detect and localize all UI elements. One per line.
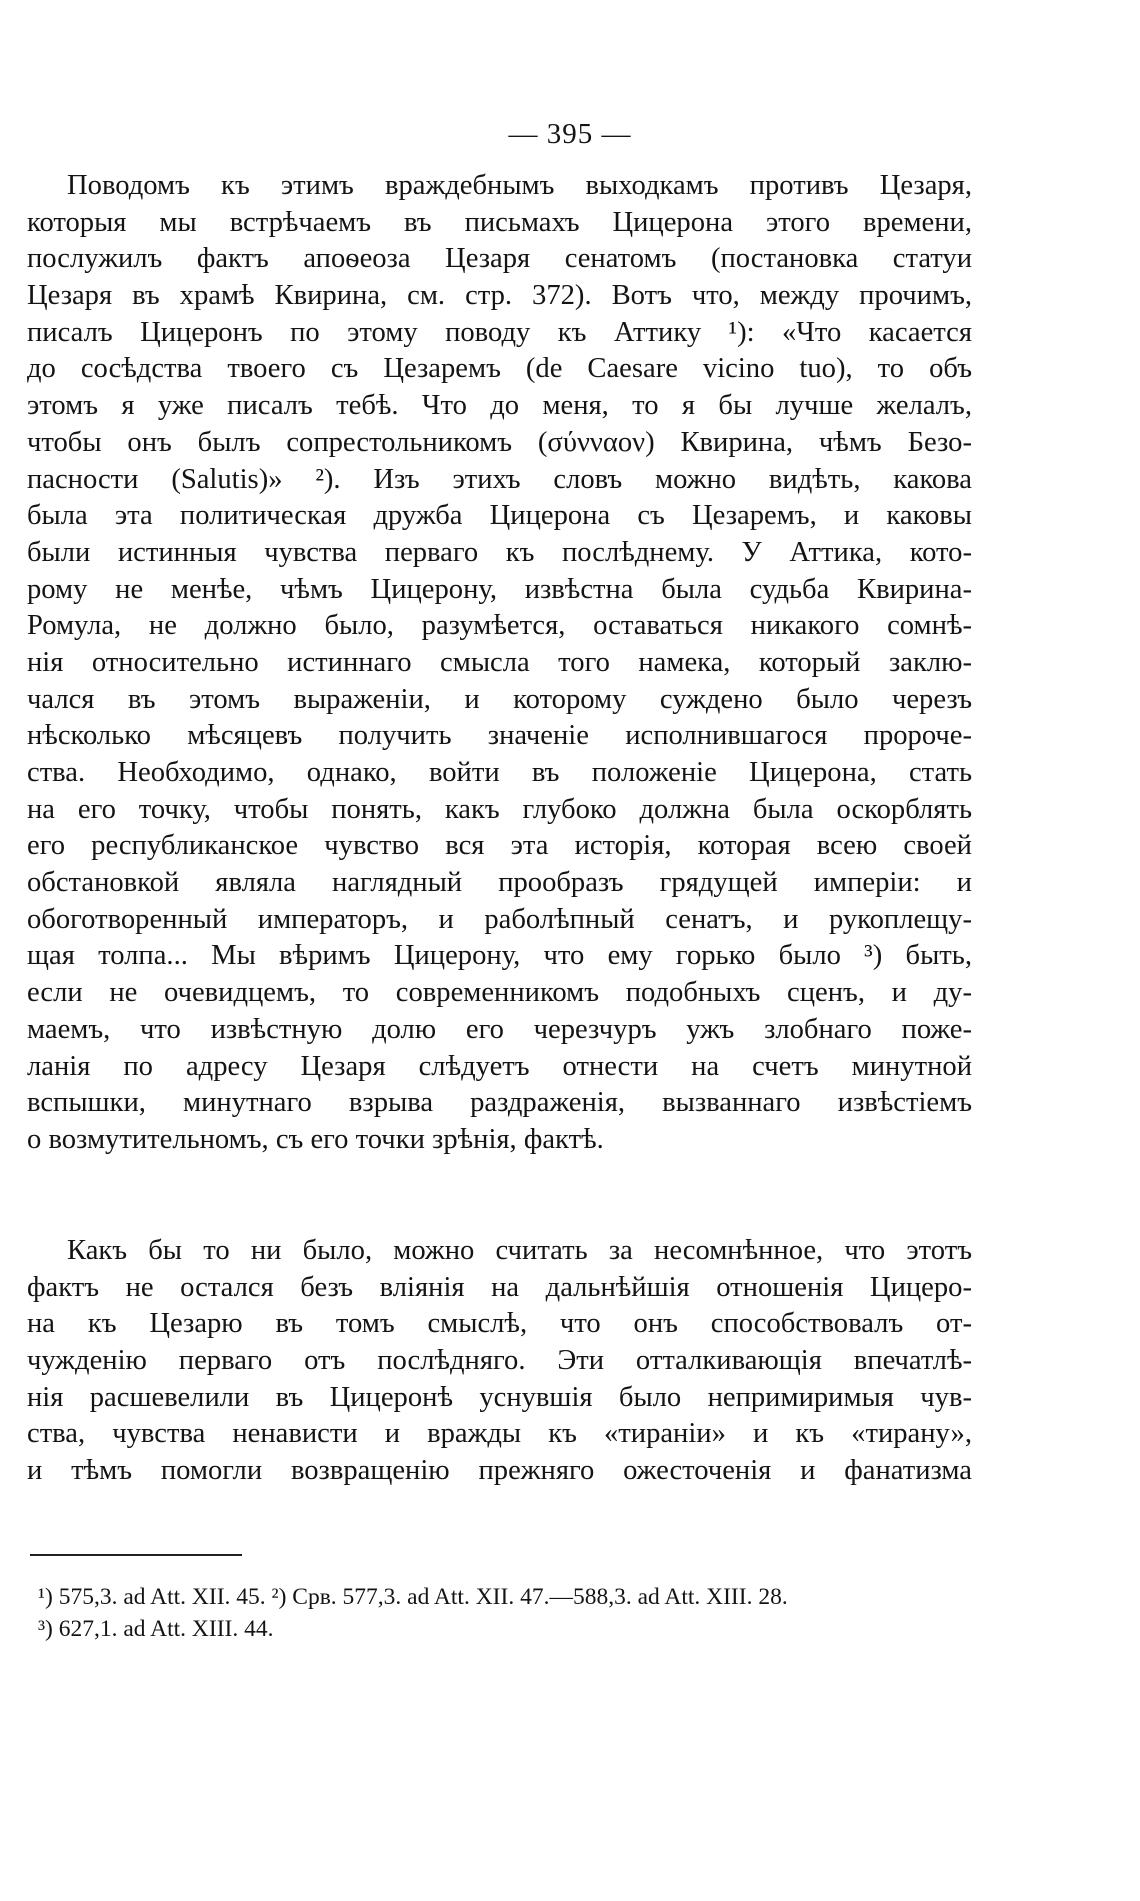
text-line: послужилъ фактъ апоѳеоза Цезаря сенатомъ (постановка статуи	[27, 243, 972, 275]
text-line: рому не менѣе, чѣмъ Цицерону, извѣстна была судьба Квирина-	[27, 573, 972, 605]
text-line: обоготворенный императоръ, и раболѣпный сенатъ, и рукоплещу-	[27, 903, 972, 935]
footnote-divider	[30, 1554, 242, 1556]
text-line: если не очевидцемъ, то современникомъ подобныхъ сценъ, и ду-	[27, 977, 972, 1009]
text-line: была эта политическая дружба Цицерона съ Цезаремъ, и каковы	[27, 500, 972, 532]
text-line: писалъ Цицеронъ по этому поводу къ Аттику ¹): «Что касается	[27, 316, 972, 348]
text-line: нѣсколько мѣсяцевъ получить значеніе исполнившагося пророче-	[27, 720, 972, 752]
text-line: до сосѣдства твоего съ Цезаремъ (de Caesare vicino tuo), то объ	[27, 353, 972, 385]
footnote-line: ¹) 575,3. ad Att. XII. 45. ²) Срв. 577,3. ad Att. XII. 47.—588,3. ad Att. XIII. 28.	[38, 1584, 788, 1610]
text-line: вспышки, минутнаго взрыва раздраженія, вызваннаго извѣстіемъ	[27, 1087, 972, 1119]
text-line: Цезаря въ храмѣ Квирина, см. стр. 372). Вотъ что, между прочимъ,	[27, 280, 972, 312]
footnote-line: ³) 627,1. ad Att. XIII. 44.	[38, 1616, 274, 1642]
text-line: ства, чувства ненависти и вражды къ «тираніи» и къ «тирану»,	[27, 1418, 972, 1450]
paragraph-2	[27, 1233, 972, 1490]
text-line: нія относительно истиннаго смысла того намека, который заклю-	[27, 646, 972, 678]
text-line: и тѣмъ помогли возвращенію прежняго ожесточенія и фанатизма	[27, 1455, 972, 1487]
text-line: этомъ я уже писалъ тебѣ. Что до меня, то я бы лучше желалъ,	[27, 390, 972, 422]
text-line: были истинныя чувства перваго къ послѣднему. У Аттика, кото-	[27, 536, 972, 568]
text-line: которыя мы встрѣчаемъ въ письмахъ Цицерона этого времени,	[27, 206, 972, 238]
text-line: обстановкой являла наглядный прообразъ грядущей имперіи: и	[27, 867, 972, 899]
text-line: Поводомъ къ этимъ враждебнымъ выходкамъ противъ Цезаря,	[67, 170, 972, 201]
text-line: маемъ, что извѣстную долю его черезчуръ ужъ злобнаго поже-	[27, 1013, 972, 1045]
text-line: Ромула, не должно было, разумѣется, оставаться никакого сомнѣ-	[27, 610, 972, 642]
text-line: Какъ бы то ни было, можно считать за несомнѣнное, что этотъ	[67, 1235, 972, 1266]
text-line: его республиканское чувство вся эта исторія, которая всею своей	[27, 830, 972, 862]
text-line: чался въ этомъ выраженіи, и которому суждено было черезъ	[27, 683, 972, 715]
text-line: чтобы онъ былъ сопрестольникомъ (σύνναον) Квирина, чѣмъ Безо-	[27, 426, 972, 458]
text-line: на его точку, чтобы понять, какъ глубоко должна была оскорблять	[27, 793, 972, 825]
text-line: чужденію перваго отъ послѣдняго. Эти отталкивающія впечатлѣ-	[27, 1345, 972, 1377]
text-line: на къ Цезарю въ томъ смыслѣ, что онъ способствовалъ от-	[27, 1308, 972, 1340]
text-line: щая толпа... Мы вѣримъ Цицерону, что ему горько было ³) быть,	[27, 940, 972, 972]
page-number: — 395 —	[508, 118, 632, 150]
text-line: о возмутительномъ, съ его точки зрѣнія, фактѣ.	[27, 1123, 604, 1155]
text-line: фактъ не остался безъ вліянія на дальнѣйшія отношенія Цицеро-	[27, 1271, 972, 1303]
text-line: ства. Необходимо, однако, войти въ положеніе Цицерона, стать	[27, 757, 972, 788]
footnotes	[38, 1581, 978, 1645]
text-line: нія расшевелили въ Цицеронѣ уснувшія было непримиримыя чув-	[27, 1381, 972, 1413]
text-line: пасности (Salutis)» ²). Изъ этихъ словъ можно видѣть, какова	[27, 463, 972, 495]
text-line: ланія по адресу Цезаря слѣдуетъ отнести на счетъ минутной	[27, 1050, 972, 1082]
paragraph-1	[27, 168, 972, 1159]
